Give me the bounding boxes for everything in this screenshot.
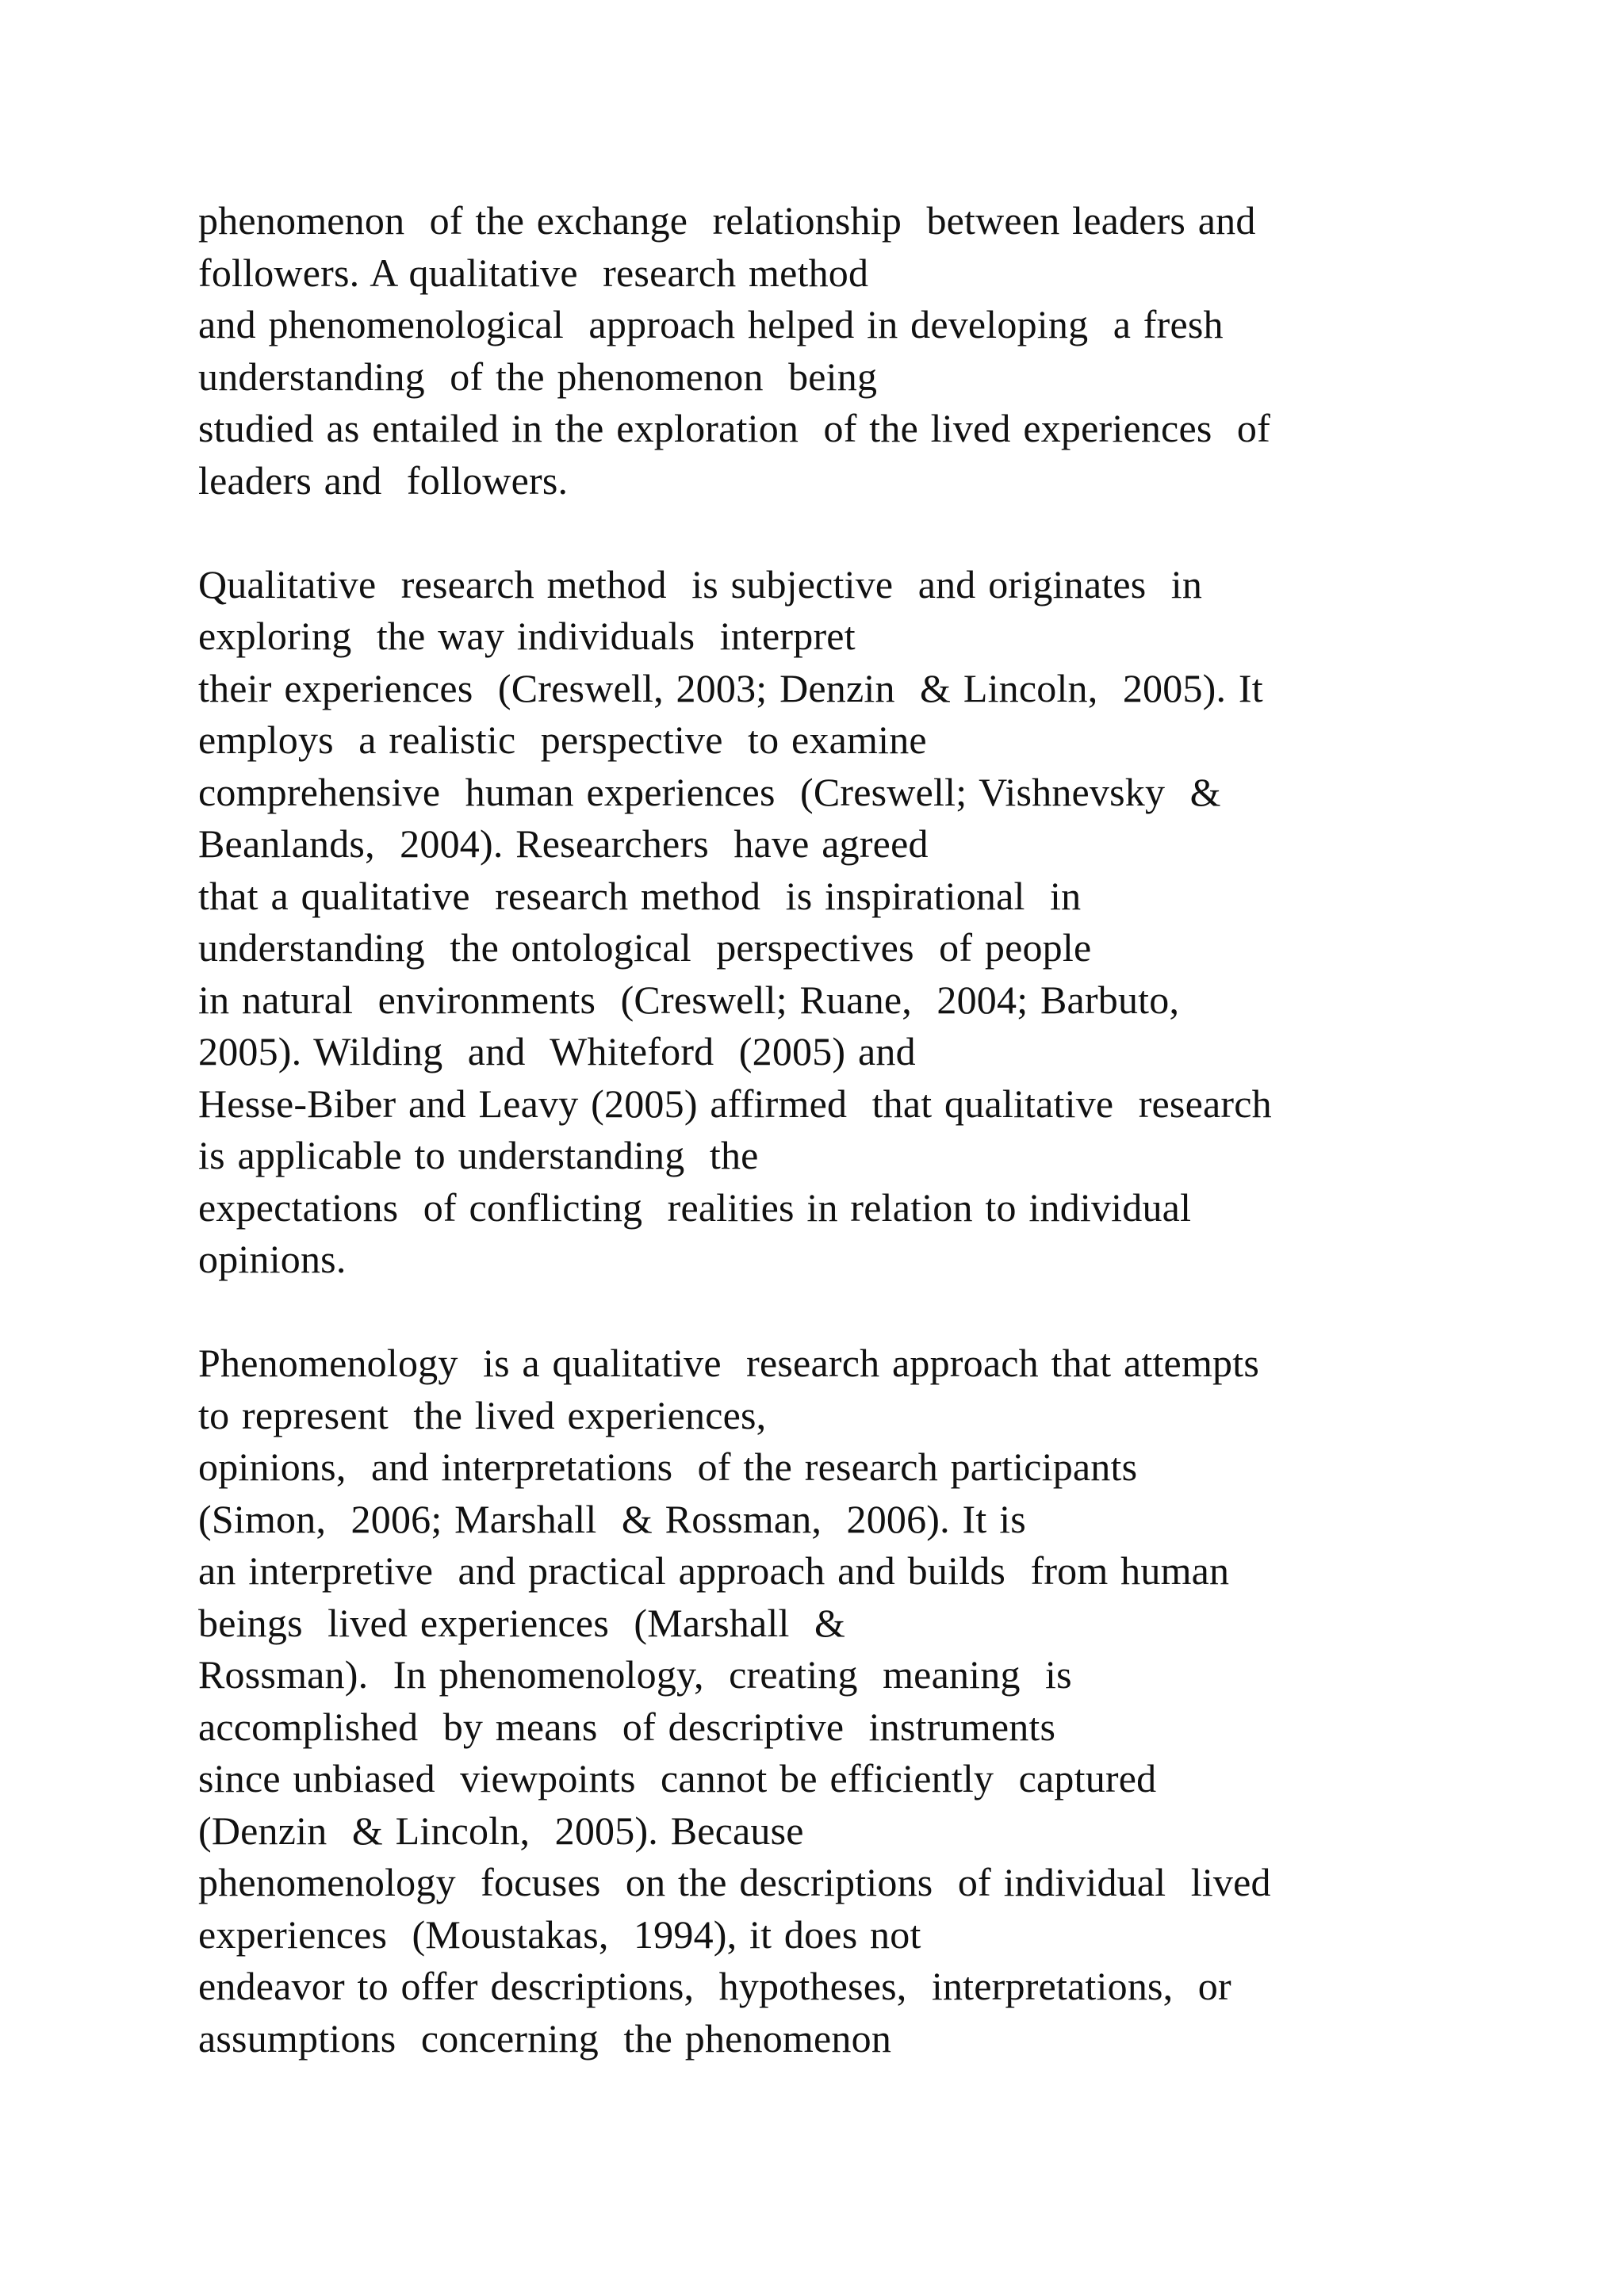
text-line: (Simon, 2006; Marshall & Rossman, 2006). It is [198, 1496, 1026, 1541]
text-line: assumptions concerning the phenomenon [198, 2015, 892, 2061]
text-line: understanding the ontological perspectives of people [198, 925, 1092, 970]
text-line: to represent the lived experiences, [198, 1392, 767, 1437]
text-line: Phenomenology is a qualitative research approach that attempts [198, 1341, 1259, 1385]
text-line: expectations of conflicting realities in relation to individual [198, 1184, 1192, 1230]
text-line: opinions. [198, 1237, 347, 1281]
paragraph-3 [198, 1337, 1530, 2064]
text-line: opinions, and interpretations of the research participants [198, 1445, 1138, 1489]
text-line: in natural environments (Creswell; Ruane, 2004; Barbuto, [198, 977, 1180, 1022]
text-line: (Denzin & Lincoln, 2005). Because [198, 1808, 804, 1853]
text-line: followers. A qualitative research method [198, 250, 869, 295]
text-line: is applicable to understanding the [198, 1133, 759, 1177]
text-line: Hesse-Biber and Leavy (2005) affirmed that qualitative research [198, 1081, 1272, 1126]
text-line: comprehensive human experiences (Creswell; Vishnevsky & [198, 769, 1221, 814]
text-line: phenomenon of the exchange relationship between leaders and [198, 198, 1256, 243]
text-line: understanding of the phenomenon being [198, 354, 878, 399]
paragraph-gap [198, 507, 1530, 559]
paragraph-2 [198, 559, 1530, 1286]
text-line: their experiences (Creswell, 2003; Denzin & Lincoln, 2005). It [198, 665, 1263, 710]
text-line: Rossman). In phenomenology, creating meaning is [198, 1652, 1072, 1697]
text-line: 2005). Wilding and Whiteford (2005) and [198, 1029, 916, 1073]
text-line: Qualitative research method is subjective and originates in [198, 561, 1203, 607]
text-line: accomplished by means of descriptive instruments [198, 1704, 1056, 1749]
text-line: Beanlands, 2004). Researchers have agreed [198, 821, 929, 866]
text-line: studied as entailed in the exploration of the lived experiences of [198, 406, 1270, 450]
body-text [198, 195, 1530, 2064]
text-line: that a qualitative research method is inspirational in [198, 873, 1082, 918]
text-line: an interpretive and practical approach and builds from human [198, 1548, 1230, 1593]
text-line: and phenomenological approach helped in developing a fresh [198, 302, 1224, 346]
paragraph-gap [198, 1286, 1530, 1338]
text-line: since unbiased viewpoints cannot be efficiently captured [198, 1756, 1157, 1800]
text-line: exploring the way individuals interpret [198, 614, 856, 658]
paragraph-1 [198, 195, 1530, 507]
text-line: experiences (Moustakas, 1994), it does not [198, 1911, 921, 1957]
text-line: endeavor to offer descriptions, hypotheses, interpretations, or [198, 1964, 1231, 2008]
text-line: beings lived experiences (Marshall & [198, 1600, 846, 1645]
text-line: phenomenology focuses on the descriptions of individual lived [198, 1860, 1271, 1904]
text-line: employs a realistic perspective to examine [198, 718, 927, 762]
text-line: leaders and followers. [198, 457, 569, 503]
